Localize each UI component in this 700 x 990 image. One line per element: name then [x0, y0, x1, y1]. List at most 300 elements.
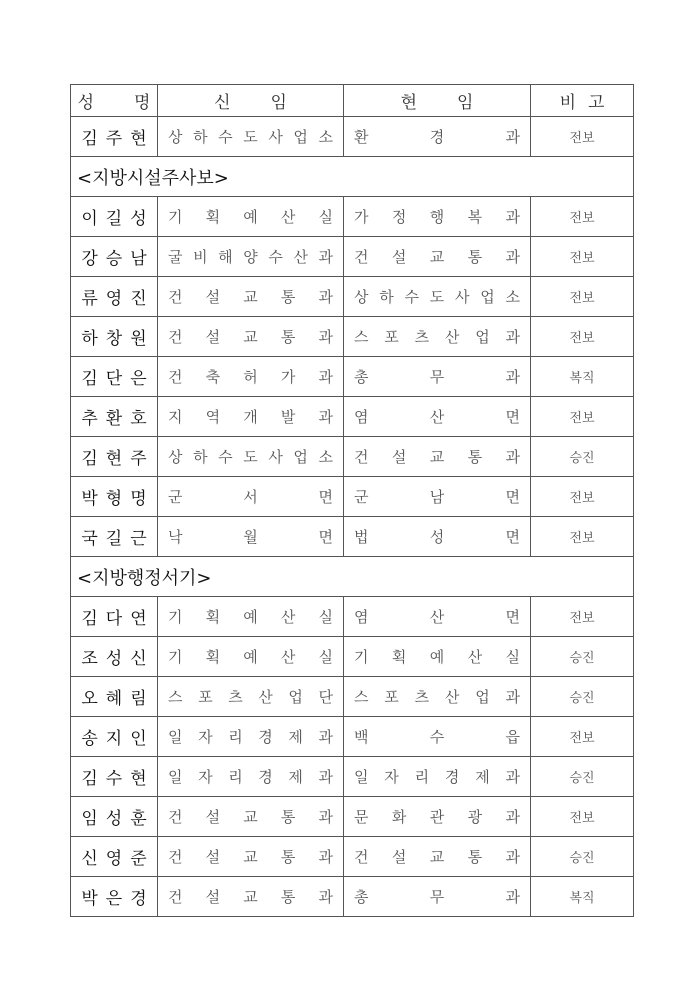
dept-char: 획	[205, 208, 221, 226]
dept-char: 업	[293, 128, 308, 146]
dept-char: 과	[505, 848, 520, 866]
dept-char: 실	[505, 648, 520, 666]
person-name: 김현주	[71, 437, 158, 477]
dept-char: 문	[354, 808, 369, 826]
person-name: 류영진	[71, 277, 158, 317]
dept-char: 관	[429, 808, 445, 826]
note-cell: 승진	[531, 637, 634, 677]
table-row	[71, 597, 634, 637]
dept-char: 수	[404, 288, 419, 306]
dept-text	[354, 366, 520, 387]
dept-char: 스	[354, 688, 369, 706]
note-cell: 전보	[531, 277, 634, 317]
dept-char: 예	[243, 208, 258, 226]
dept-char: 도	[243, 128, 258, 146]
dept-char: 교	[243, 888, 258, 906]
current-post-cell	[344, 677, 531, 717]
header-cur-char: 임	[457, 93, 474, 113]
new-post-cell	[158, 797, 344, 837]
new-post-cell	[158, 477, 344, 517]
table-row	[71, 117, 634, 157]
dept-text	[168, 326, 333, 347]
dept-text	[168, 686, 333, 707]
header-new-char: 신	[214, 93, 231, 113]
dept-char: 업	[288, 688, 303, 706]
dept-text	[354, 206, 520, 227]
person-name: 김주현	[71, 117, 158, 157]
dept-char: 면	[505, 408, 520, 426]
dept-char: 설	[205, 288, 221, 306]
dept-char: 산	[258, 688, 273, 706]
dept-char: 복	[467, 208, 483, 226]
dept-char: 교	[429, 248, 445, 266]
table-row	[71, 477, 634, 517]
dept-char: 교	[243, 848, 258, 866]
dept-char: 업	[475, 328, 490, 346]
new-post-cell	[158, 837, 344, 877]
dept-char: 과	[505, 888, 520, 906]
dept-char: 획	[205, 608, 221, 626]
dept-char: 면	[318, 528, 333, 546]
new-post-cell	[158, 277, 344, 317]
dept-char: 산	[293, 248, 308, 266]
dept-text	[168, 726, 333, 747]
dept-char: 행	[429, 208, 445, 226]
current-post-cell	[344, 797, 531, 837]
dept-text	[168, 806, 333, 827]
current-post-cell	[344, 837, 531, 877]
dept-char: 일	[354, 768, 369, 786]
dept-char: 건	[354, 848, 369, 866]
dept-char: 업	[480, 288, 495, 306]
person-name: 추환호	[71, 397, 158, 437]
new-post-cell	[158, 197, 344, 237]
dept-text	[354, 806, 520, 827]
header-name-char: 성	[77, 93, 94, 113]
dept-char: 소	[318, 128, 333, 146]
person-name: 김다연	[71, 597, 158, 637]
dept-char: 실	[318, 648, 333, 666]
header-note	[531, 85, 634, 117]
dept-text	[354, 686, 520, 707]
dept-char: 하	[193, 128, 208, 146]
personnel-table	[70, 84, 634, 917]
dept-char: 해	[218, 248, 233, 266]
dept-text	[354, 406, 520, 427]
current-post-cell	[344, 117, 531, 157]
dept-char: 산	[280, 608, 296, 626]
table-row	[71, 877, 634, 917]
dept-text	[168, 846, 333, 867]
dept-char: 교	[243, 328, 258, 346]
current-post-cell	[344, 437, 531, 477]
dept-char: 건	[168, 848, 183, 866]
note-cell: 전보	[531, 597, 634, 637]
dept-char: 총	[354, 888, 369, 906]
dept-char: 산	[280, 208, 296, 226]
dept-char: 일	[168, 768, 183, 786]
table-row	[71, 517, 634, 557]
dept-char: 역	[205, 408, 221, 426]
dept-char: 수	[218, 128, 233, 146]
dept-char: 설	[205, 888, 221, 906]
header-cur-char: 현	[400, 93, 417, 113]
dept-text	[168, 246, 333, 267]
current-post-cell	[344, 877, 531, 917]
person-name: 신영준	[71, 837, 158, 877]
dept-char: 과	[505, 328, 520, 346]
current-post-cell	[344, 357, 531, 397]
dept-char: 염	[354, 408, 369, 426]
dept-char: 실	[318, 208, 333, 226]
dept-char: 경	[258, 728, 273, 746]
dept-char: 사	[268, 448, 283, 466]
dept-char: 과	[318, 768, 333, 786]
dept-char: 설	[391, 448, 407, 466]
dept-char: 사	[455, 288, 470, 306]
dept-char: 굴	[168, 248, 183, 266]
person-name: 박은경	[71, 877, 158, 917]
dept-char: 건	[168, 808, 183, 826]
dept-text	[168, 526, 333, 547]
dept-char: 소	[318, 448, 333, 466]
dept-char: 통	[280, 888, 296, 906]
dept-text	[168, 446, 333, 467]
current-post-cell	[344, 477, 531, 517]
new-post-cell	[158, 437, 344, 477]
current-post-cell	[344, 317, 531, 357]
dept-char: 과	[505, 368, 520, 386]
dept-char: 스	[354, 328, 369, 346]
note-cell: 전보	[531, 517, 634, 557]
dept-char: 과	[505, 808, 520, 826]
note-cell: 전보	[531, 117, 634, 157]
person-name: 김단은	[71, 357, 158, 397]
dept-char: 과	[505, 448, 520, 466]
dept-char: 개	[243, 408, 258, 426]
new-post-cell	[158, 637, 344, 677]
dept-text	[168, 406, 333, 427]
dept-char: 교	[243, 808, 258, 826]
dept-char: 건	[168, 888, 183, 906]
dept-char: 획	[205, 648, 221, 666]
dept-char: 과	[505, 248, 520, 266]
dept-char: 예	[429, 648, 445, 666]
dept-char: 통	[467, 248, 483, 266]
dept-text	[168, 486, 333, 507]
current-post-cell	[344, 757, 531, 797]
table-row	[71, 317, 634, 357]
dept-text	[354, 526, 520, 547]
dept-char: 통	[280, 808, 296, 826]
dept-char: 광	[467, 808, 483, 826]
current-post-cell	[344, 597, 531, 637]
note-cell: 전보	[531, 797, 634, 837]
header-note-char: 비	[559, 93, 576, 113]
dept-char: 과	[318, 248, 333, 266]
note-cell: 승진	[531, 437, 634, 477]
dept-char: 과	[318, 808, 333, 826]
dept-char: 통	[280, 288, 296, 306]
table-row	[71, 277, 634, 317]
dept-char: 과	[505, 688, 520, 706]
table-row	[71, 197, 634, 237]
dept-char: 건	[354, 248, 369, 266]
current-post-cell	[344, 397, 531, 437]
dept-char: 자	[198, 728, 213, 746]
dept-char: 비	[193, 248, 208, 266]
dept-char: 과	[505, 128, 520, 146]
header-new-char: 임	[270, 93, 287, 113]
dept-char: 경	[444, 768, 460, 786]
section-label: <지방시설주사보>	[71, 157, 634, 197]
table-row	[71, 797, 634, 837]
dept-char: 예	[243, 608, 258, 626]
table-row	[71, 437, 634, 477]
dept-char: 경	[258, 768, 273, 786]
dept-char: 상	[168, 128, 183, 146]
note-cell: 전보	[531, 197, 634, 237]
section-header-row	[71, 157, 634, 197]
dept-char: 성	[429, 528, 445, 546]
current-post-cell	[344, 517, 531, 557]
dept-char: 예	[243, 648, 258, 666]
dept-char: 설	[205, 808, 221, 826]
dept-text	[354, 486, 520, 507]
dept-char: 정	[391, 208, 407, 226]
person-name: 강승남	[71, 237, 158, 277]
note-cell: 승진	[531, 757, 634, 797]
dept-char: 설	[205, 328, 221, 346]
note-cell: 복직	[531, 357, 634, 397]
note-cell: 승진	[531, 837, 634, 877]
new-post-cell	[158, 397, 344, 437]
dept-char: 실	[318, 608, 333, 626]
new-post-cell	[158, 597, 344, 637]
dept-char: 도	[243, 448, 258, 466]
dept-char: 환	[354, 128, 369, 146]
dept-char: 축	[205, 368, 221, 386]
dept-char: 화	[391, 808, 407, 826]
dept-char: 기	[354, 648, 369, 666]
dept-char: 통	[280, 328, 296, 346]
dept-char: 발	[280, 408, 296, 426]
new-post-cell	[158, 357, 344, 397]
header-note-char: 고	[588, 93, 605, 113]
current-post-cell	[344, 237, 531, 277]
dept-text	[354, 246, 520, 267]
person-name: 국길근	[71, 517, 158, 557]
person-name: 오혜림	[71, 677, 158, 717]
dept-char: 가	[354, 208, 369, 226]
dept-text	[168, 366, 333, 387]
dept-char: 건	[168, 328, 183, 346]
note-cell: 전보	[531, 477, 634, 517]
dept-char: 면	[505, 488, 520, 506]
dept-text	[168, 286, 333, 307]
dept-char: 산	[444, 328, 460, 346]
dept-char: 츠	[414, 688, 430, 706]
dept-char: 낙	[168, 528, 183, 546]
dept-text	[354, 126, 520, 147]
header-name	[71, 85, 158, 117]
dept-char: 과	[505, 768, 520, 786]
dept-char: 소	[505, 288, 520, 306]
new-post-cell	[158, 117, 344, 157]
dept-char: 포	[198, 688, 213, 706]
dept-char: 도	[429, 288, 445, 306]
note-cell: 복직	[531, 877, 634, 917]
note-cell: 전보	[531, 397, 634, 437]
new-post-cell	[158, 717, 344, 757]
dept-char: 총	[354, 368, 369, 386]
dept-char: 남	[429, 488, 445, 506]
dept-char: 단	[318, 688, 333, 706]
dept-char: 서	[243, 488, 258, 506]
dept-char: 리	[228, 728, 243, 746]
dept-text	[354, 446, 520, 467]
dept-char: 츠	[228, 688, 243, 706]
person-name: 조성신	[71, 637, 158, 677]
dept-text	[168, 206, 333, 227]
dept-char: 군	[168, 488, 183, 506]
dept-char: 리	[228, 768, 243, 786]
dept-char: 과	[318, 328, 333, 346]
person-name: 박형명	[71, 477, 158, 517]
dept-char: 상	[168, 448, 183, 466]
dept-char: 기	[168, 608, 183, 626]
current-post-cell	[344, 197, 531, 237]
dept-char: 기	[168, 648, 183, 666]
dept-char: 기	[168, 208, 183, 226]
dept-char: 수	[218, 448, 233, 466]
dept-char: 교	[429, 448, 445, 466]
dept-char: 제	[475, 768, 490, 786]
current-post-cell	[344, 277, 531, 317]
dept-char: 스	[168, 688, 183, 706]
dept-char: 과	[318, 848, 333, 866]
current-post-cell	[344, 717, 531, 757]
dept-char: 자	[198, 768, 213, 786]
dept-char: 건	[354, 448, 369, 466]
dept-char: 법	[354, 528, 369, 546]
new-post-cell	[158, 237, 344, 277]
dept-char: 교	[243, 288, 258, 306]
dept-char: 무	[429, 888, 445, 906]
current-post-cell	[344, 637, 531, 677]
dept-char: 산	[280, 648, 296, 666]
table-row	[71, 637, 634, 677]
person-name: 하창원	[71, 317, 158, 357]
dept-char: 사	[268, 128, 283, 146]
dept-text	[168, 766, 333, 787]
dept-char: 면	[505, 608, 520, 626]
note-cell: 전보	[531, 717, 634, 757]
person-name: 이길성	[71, 197, 158, 237]
dept-text	[354, 726, 520, 747]
person-name: 송지인	[71, 717, 158, 757]
section-header-row	[71, 557, 634, 597]
dept-char: 산	[429, 608, 445, 626]
dept-char: 산	[444, 688, 460, 706]
dept-char: 설	[391, 848, 407, 866]
table-row	[71, 757, 634, 797]
dept-char: 수	[268, 248, 283, 266]
dept-char: 건	[168, 368, 183, 386]
table-row	[71, 717, 634, 757]
dept-char: 허	[243, 368, 258, 386]
table-row	[71, 237, 634, 277]
dept-char: 자	[384, 768, 399, 786]
dept-char: 과	[318, 728, 333, 746]
dept-char: 제	[288, 728, 303, 746]
dept-char: 무	[429, 368, 445, 386]
header-new-post	[158, 85, 344, 117]
dept-char: 리	[414, 768, 430, 786]
dept-char: 제	[288, 768, 303, 786]
dept-char: 양	[243, 248, 258, 266]
new-post-cell	[158, 757, 344, 797]
dept-text	[354, 606, 520, 627]
dept-text	[354, 286, 520, 307]
dept-char: 과	[318, 288, 333, 306]
dept-char: 일	[168, 728, 183, 746]
table-row	[71, 677, 634, 717]
dept-char: 군	[354, 488, 369, 506]
dept-char: 면	[318, 488, 333, 506]
dept-char: 월	[243, 528, 258, 546]
dept-text	[168, 606, 333, 627]
dept-char: 하	[379, 288, 394, 306]
dept-char: 업	[293, 448, 308, 466]
dept-char: 설	[391, 248, 407, 266]
dept-char: 하	[193, 448, 208, 466]
dept-char: 지	[168, 408, 183, 426]
dept-char: 가	[280, 368, 296, 386]
dept-char: 수	[429, 728, 445, 746]
dept-char: 면	[505, 528, 520, 546]
person-name: 김수현	[71, 757, 158, 797]
dept-text	[354, 646, 520, 667]
note-cell: 전보	[531, 237, 634, 277]
dept-char: 포	[384, 688, 399, 706]
dept-char: 상	[354, 288, 369, 306]
table-header-row	[71, 85, 634, 117]
table-row	[71, 357, 634, 397]
section-label: <지방행정서기>	[71, 557, 634, 597]
person-name: 임성훈	[71, 797, 158, 837]
dept-char: 포	[384, 328, 399, 346]
new-post-cell	[158, 317, 344, 357]
dept-char: 읍	[505, 728, 520, 746]
new-post-cell	[158, 877, 344, 917]
header-name-char: 명	[134, 93, 151, 113]
dept-char: 교	[429, 848, 445, 866]
dept-char: 염	[354, 608, 369, 626]
dept-text	[354, 766, 520, 787]
dept-char: 통	[467, 848, 483, 866]
dept-char: 통	[280, 848, 296, 866]
dept-char: 업	[475, 688, 490, 706]
dept-char: 과	[505, 208, 520, 226]
dept-char: 과	[318, 368, 333, 386]
new-post-cell	[158, 677, 344, 717]
dept-char: 백	[354, 728, 369, 746]
dept-char: 건	[168, 288, 183, 306]
dept-text	[168, 646, 333, 667]
dept-char: 산	[429, 408, 445, 426]
dept-char: 통	[467, 448, 483, 466]
